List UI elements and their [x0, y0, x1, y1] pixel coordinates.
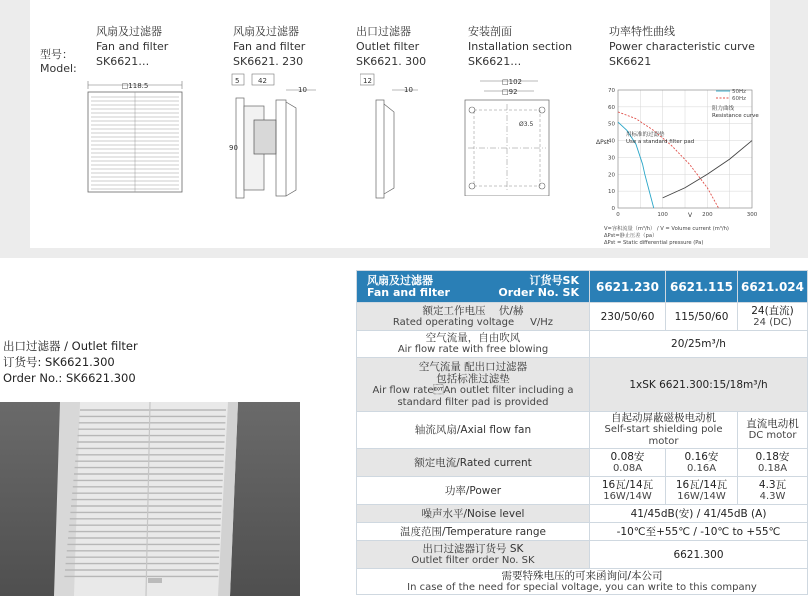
row-current	[357, 449, 808, 477]
row-airflow	[357, 331, 808, 358]
voltage-label-en: Rated operating voltage	[392, 316, 515, 328]
dim-side-42: 42	[258, 77, 267, 85]
header-cn: 风扇及过滤器	[367, 273, 433, 287]
voltage-dc-cn: 24(直流)	[751, 304, 794, 317]
power-label: 功率/Power	[357, 477, 590, 505]
voltage-dc-en: 24 (DC)	[753, 316, 792, 328]
caption-outlet-filter	[356, 24, 426, 69]
dim-outlet-12: 12	[363, 77, 372, 85]
y-tick-label: 10	[608, 189, 615, 196]
fan-front-drawing	[82, 72, 190, 196]
row-temp	[357, 523, 808, 541]
temp-value: -10℃至+55℃ / -10℃ to +55℃	[590, 523, 808, 541]
header-en: Fan and filter	[367, 285, 450, 299]
series-line-2	[618, 112, 719, 208]
x-tick-label: 300	[746, 212, 758, 218]
annot-filter-cn: 用标准的过滤垫	[626, 132, 665, 138]
note-en: In case of the need for special voltage, you can write to this company	[407, 581, 757, 593]
outlet-value: 6621.300	[590, 541, 808, 569]
power-curve-chart	[590, 84, 776, 248]
chart-y-ticks	[608, 88, 616, 212]
dim-cutout-inner: □92	[502, 88, 518, 96]
dim-outlet-10: 10	[404, 86, 413, 94]
fan-ac-en: Self-start shielding pole motor	[604, 424, 723, 447]
voltage-230: 230/50/60	[590, 303, 666, 331]
fan-dc-cn: 直流电动机	[746, 418, 799, 430]
info-title: 出口过滤器 / Outlet filter	[3, 339, 138, 353]
outlet-side-drawing	[360, 72, 420, 202]
annot-resistance-cn: 阻力曲线	[712, 106, 735, 112]
outlet-label-cn: 出口过滤器订货号 SK	[422, 542, 524, 555]
airflow-label	[357, 331, 590, 358]
voltage-unit-en: V/Hz	[530, 316, 554, 328]
dim-side-10: 10	[298, 86, 307, 94]
caption-fan-filter-1	[96, 24, 168, 69]
caption-en: Fan and filter	[96, 40, 169, 53]
info-order-cn: 订货号: SK6621.300	[3, 355, 115, 369]
fan-louvres	[91, 92, 179, 192]
power-024	[738, 477, 808, 505]
outlet-label-en: Outlet filter order No. SK	[411, 554, 535, 566]
order-cn: 订货号SK	[529, 273, 579, 287]
outlet-filter-photo	[0, 402, 300, 596]
fan-label: 轴流风扇/Axial flow fan	[357, 412, 590, 449]
model-label	[40, 48, 77, 76]
chart-x-ticks	[616, 212, 757, 218]
row-voltage	[357, 303, 808, 331]
row-outlet	[357, 541, 808, 569]
voltage-unit-cn: 伏/赫	[498, 304, 524, 317]
caption-en: Outlet filter	[356, 40, 420, 53]
y-tick-label: 20	[608, 172, 615, 179]
caption-en: Power characteristic curve	[609, 40, 755, 53]
annot-resistance-en: Resistance curve	[712, 113, 759, 119]
x-tick-label: 0	[616, 212, 620, 218]
fan-side-drawing	[226, 72, 322, 200]
power-115-en: 16W/14W	[677, 490, 726, 502]
model-label-en: Model:	[40, 62, 77, 75]
current-230	[590, 449, 666, 477]
header-row	[357, 271, 808, 303]
airflow-filter-en2: standard filter pad is provided	[397, 396, 549, 408]
order-en: Order No. SK	[498, 285, 579, 299]
noise-label: 噪声水平/Noise level	[357, 505, 590, 523]
caption-en: Installation section	[468, 40, 573, 53]
current-024-cn: 0.18安	[755, 450, 790, 463]
current-115-cn: 0.16安	[684, 450, 719, 463]
y-tick-label: 0	[611, 206, 615, 212]
dim-side-5: 5	[235, 77, 240, 85]
caption-model: SK6621. 300	[356, 55, 427, 68]
caption-en: Fan and filter	[233, 40, 306, 53]
airflow-label-en: Air flow rate with free blowing	[397, 344, 549, 355]
temp-label: 温度范围/Temperature range	[357, 523, 590, 541]
y-tick-label: 50	[608, 121, 615, 128]
row-fan	[357, 412, 808, 449]
chart-y-axis-label: ΔPst	[596, 139, 610, 146]
row-noise	[357, 505, 808, 523]
airflow-value: 20/25m³/h	[590, 331, 808, 358]
special-voltage-note	[357, 569, 808, 595]
caption-power-curve	[609, 24, 755, 69]
current-label: 额定电流/Rated current	[357, 449, 590, 477]
airflow-label-cn: 空气流量，自由吹风	[425, 332, 521, 344]
power-024-cn: 4.3瓦	[758, 478, 787, 491]
power-115-cn: 16瓦/14瓦	[675, 478, 728, 491]
y-tick-label: 30	[608, 155, 615, 162]
code-115: 6621.115	[666, 271, 738, 303]
code-230: 6621.230	[590, 271, 666, 303]
caption-cn: 风扇及过滤器	[233, 25, 299, 38]
voltage-label	[357, 303, 590, 331]
voltage-115: 115/50/60	[666, 303, 738, 331]
current-115	[666, 449, 738, 477]
airflow-filter-cn2: 包括标准过滤垫	[436, 372, 510, 385]
current-230-en: 0.08A	[612, 462, 643, 474]
legend-50hz: 50Hz	[732, 89, 747, 95]
current-115-en: 0.16A	[686, 462, 717, 474]
caption-cn: 功率特性曲线	[609, 25, 675, 38]
caption-model: SK6621…	[468, 55, 522, 68]
outlet-filter-info	[3, 338, 138, 386]
fan-ac-cn: 自起动屏蔽磁极电动机	[611, 412, 716, 424]
y-tick-label: 40	[608, 138, 615, 145]
chart-x-axis-label: V	[688, 212, 693, 219]
fan-dc	[738, 412, 808, 449]
airflow-filter-cn1: 空气流量 配出口过滤器	[418, 360, 528, 373]
row-power	[357, 477, 808, 505]
footnote-2: ΔPst=静止压差（pa）	[604, 233, 658, 239]
voltage-label-cn: 额定工作电压	[422, 304, 486, 317]
model-label-cn: 型号：	[40, 48, 73, 61]
spec-table	[356, 270, 808, 595]
caption-model: SK6621…	[96, 55, 150, 68]
dim-hole: Ø3.5	[519, 121, 534, 128]
caption-cn: 安装剖面	[468, 25, 512, 38]
info-order-en: Order No.: SK6621.300	[3, 371, 136, 385]
caption-installation	[468, 24, 572, 69]
noise-value: 41/45dB(安) / 41/45dB (A)	[590, 505, 808, 523]
x-tick-label: 100	[657, 212, 668, 218]
annot-filter-en: Use a standard filter pad	[626, 139, 695, 145]
power-230	[590, 477, 666, 505]
dim-fan-width: □118.5	[121, 82, 149, 90]
row-note	[357, 569, 808, 595]
note-cn: 需要特殊电压的可来函询问/本公司	[501, 569, 663, 582]
power-230-en: 16W/14W	[603, 490, 652, 502]
footnote-1: V=容积流量（m³/h） / V = Volume current (m³/h)	[604, 226, 729, 232]
caption-cn: 出口过滤器	[356, 25, 411, 38]
power-024-en: 4.3W	[759, 490, 786, 502]
x-tick-label: 200	[702, 212, 713, 218]
dim-cutout-outer: □102	[502, 78, 522, 86]
caption-cn: 风扇及过滤器	[96, 25, 162, 38]
y-tick-label: 60	[608, 104, 615, 111]
current-024-en: 0.18A	[757, 462, 788, 474]
voltage-024	[738, 303, 808, 331]
airflow-filter-value: 1xSK 6621.300:15/18m³/h	[590, 358, 808, 412]
legend-60hz: 60Hz	[732, 96, 747, 102]
airflow-filter-label	[357, 358, 590, 412]
airflow-filter-en1: Air flow rateAn outlet filter including a	[372, 384, 574, 396]
footnote-3: ΔPst = Static differential pressure (Pa)	[604, 240, 704, 246]
y-tick-label: 70	[608, 88, 615, 94]
code-024: 6621.024	[738, 271, 808, 303]
power-230-cn: 16瓦/14瓦	[601, 478, 654, 491]
installation-drawing	[462, 72, 554, 196]
current-230-cn: 0.08安	[610, 450, 645, 463]
fan-dc-en: DC motor	[748, 430, 797, 441]
table-header-cell	[357, 271, 590, 303]
caption-fan-filter-2	[233, 24, 305, 69]
current-024	[738, 449, 808, 477]
row-airflow-filter	[357, 358, 808, 412]
caption-model: SK6621	[609, 55, 652, 68]
power-115	[666, 477, 738, 505]
product-photo	[0, 402, 300, 596]
outlet-label	[357, 541, 590, 569]
caption-model: SK6621. 230	[233, 55, 304, 68]
fan-ac	[590, 412, 738, 449]
dim-side-90: 90	[229, 144, 238, 152]
